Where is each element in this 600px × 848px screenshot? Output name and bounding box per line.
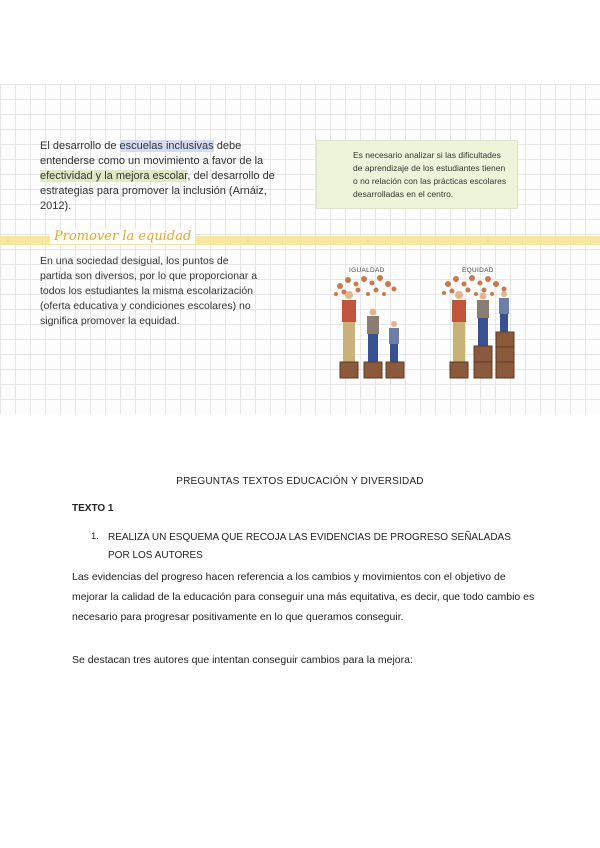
question-number: 1. — [91, 531, 99, 542]
highlight-effectiveness: efectividad y la mejora escolar — [40, 170, 188, 182]
document-title: PREGUNTAS TEXTOS EDUCACIÓN Y DIVERSIDAD — [176, 476, 424, 487]
person-short-left — [389, 321, 399, 362]
document-subtitle: TEXTO 1 — [72, 503, 114, 514]
question-text: REALIZA UN ESQUEMA QUE RECOJA LAS EVIDENCIAS DE PROGRESO SEÑALADAS POR LOS AUTORES — [108, 532, 511, 561]
intro-text-part: debe entenderse como un movimiento a favor de la — [40, 140, 264, 167]
leaf-cloud-left — [334, 275, 397, 296]
equity-paragraph: En una sociedad desigual, los puntos de partida son diversos, por lo que proporcionar a todos los estudiantes la misma escolarización (oferta educativa y condiciones escolares) no significa promover la equidad. — [40, 255, 258, 327]
leaf-cloud-right — [442, 275, 507, 296]
intro-paragraph — [40, 139, 295, 214]
figure-label-equality: IGUALDAD — [349, 267, 385, 274]
person-tall-right — [452, 291, 466, 362]
person-short-right — [499, 291, 509, 332]
note-box — [316, 140, 518, 209]
intro-text-part: , del desarrollo de estrategias para promover la inclusión (Arnáiz, 2012). — [40, 170, 275, 212]
answer-paragraph: Las evidencias del progreso hacen referencia a los cambios y movimientos con el objetivo de mejorar la calidad de la educación para conseguir una más equitativa, es decir, que todo cambio es necesario para progresar positivamente en lo que queramos conseguir. — [72, 571, 535, 623]
person-medium-right — [477, 293, 489, 347]
note-text: Es necesario analizar si las dificultades de aprendizaje de los estudiantes tienen o no relación con las prácticas escolares desarrolladas en el centro. — [353, 150, 507, 199]
equality-equity-illustration — [328, 270, 520, 382]
crates-equality — [340, 362, 404, 378]
section-title: Promover la equidad — [50, 229, 195, 244]
intro-text-part: El desarrollo de — [40, 140, 120, 152]
answer-paragraph-2: Se destacan tres autores que intentan conseguir cambios para la mejora: — [72, 654, 413, 666]
person-tall-left — [342, 291, 356, 362]
highlight-inclusive-schools: escuelas inclusivas — [119, 140, 214, 152]
person-medium-left — [367, 309, 379, 363]
figure-label-equity: EQUIDAD — [462, 267, 494, 274]
